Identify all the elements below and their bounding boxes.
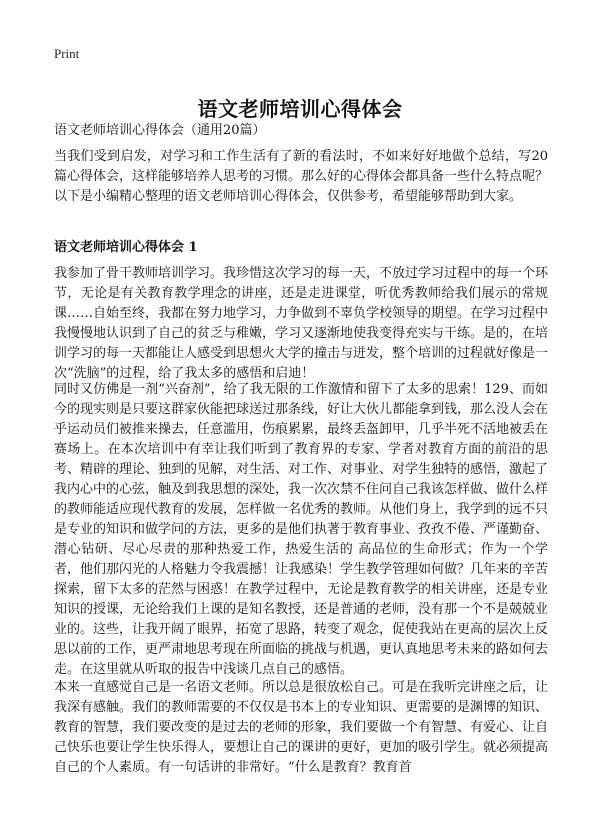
document-subtitle: 语文老师培训心得体会（通用20篇）	[54, 123, 266, 138]
intro-paragraph: 当我们受到启发，对学习和工作生活有了新的看法时，不如来好好地做个总结，写20篇心得体会，这样能够培养人思考的习惯。那么好的心得体会都具备一些什么特点呢？以下是小编精心整理的语文老师培训心得体会，仅供参考，希望能够帮助到大家。	[54, 149, 549, 204]
page-title: 语文老师培训心得体会	[197, 97, 403, 122]
body-paragraph: 我参加了骨干教师培训学习。我珍惜这次学习的每一天，不放过学习过程中的每一个环节，无论是有关教育教学理念的讲座，还是走进课堂，听优秀教师给我们展示的常规课……自始至终，我都在努力地学习，力争做到不辜负学校领导的期望。在学习过程中我慢慢地认识到了自己的贫乏与稚嫩，学习又逐渐地使我变得充实与干练。是的，在培训学习的每一天都能让人感受到思想火大学的撞击与迸发，整个培训的过程就好像是一次“洗脑”的过程，给了我太多的感悟和启迪！	[54, 266, 549, 381]
body-paragraph: 同时又仿佛是一剂“兴奋剂”，给了我无限的工作激情和留下了太多的思索！129、而如今的现实则是只要这群家伙能把球送过那条线，好让大伙儿都能拿到钱，那么没人会在乎运动员们被推来操去，任意滥用，伤痕累累，最终丢盔卸甲，几乎半死不活地被丢在赛场上。在本次培训中有幸让我们听到了教育界的专家、学者对教育方面的前沿的思考、精辟的理论、独到的见解，对生活、对工作、对事业、对学生独特的感悟，激起了我内心中的心弦，触及到我思想的深处，我一次次禁不住问自己我该怎样做、做什么样的教师能适应现代教育的发展，怎样做一名优秀的教师。从他们身上，我学到的远不只是专业的知识和做学问的方法，更多的是他们执著于教育事业、孜孜不倦、严谨勤奋、潜心钻研、尽心尽责的那种热爱工作，热爱生活的 高品位的生命形式；作为一个学者，他们那闪光的人格魅力令我震撼！让我感染！学生教学管理如何做？几年来的辛苦探索，留下太多的茫然与困惑！在教学过程中，无论是教育教学的相关讲座，还是专业知识的授课，无论给我们上课的是知名教授，还是普通的老师，没有那一个不是兢兢业业的。这些，让我开阔了眼界，拓宽了思路，转变了观念，促使我站在更高的层次上反思以前的工作，更严肃地思考现在所面临的挑战与机遇，更认真地思考未来的路如何去走。在这里就从听取的报告中浅谈几点自己的感悟。	[54, 382, 549, 677]
print-link[interactable]: Print	[54, 46, 80, 61]
section-heading: 语文老师培训心得体会 1	[54, 240, 198, 255]
body-paragraph: 本来一直感觉自己是一名语文老师。所以总是很放松自己。可是在我听完讲座之后，让我深有感触。我们的教师需要的不仅仅是书本上的专业知识、更需要的是渊博的知识、教育的智慧，我们要改变的是过去的老师的形象，我们要做一个有智慧、有爱心、让自己快乐也要让学生快乐得人，要想让自己的课讲的更好，更加的吸引学生。就必须提高自己的个人素质。有一句话讲的非常好。“什么是教育？教育首	[54, 680, 549, 775]
